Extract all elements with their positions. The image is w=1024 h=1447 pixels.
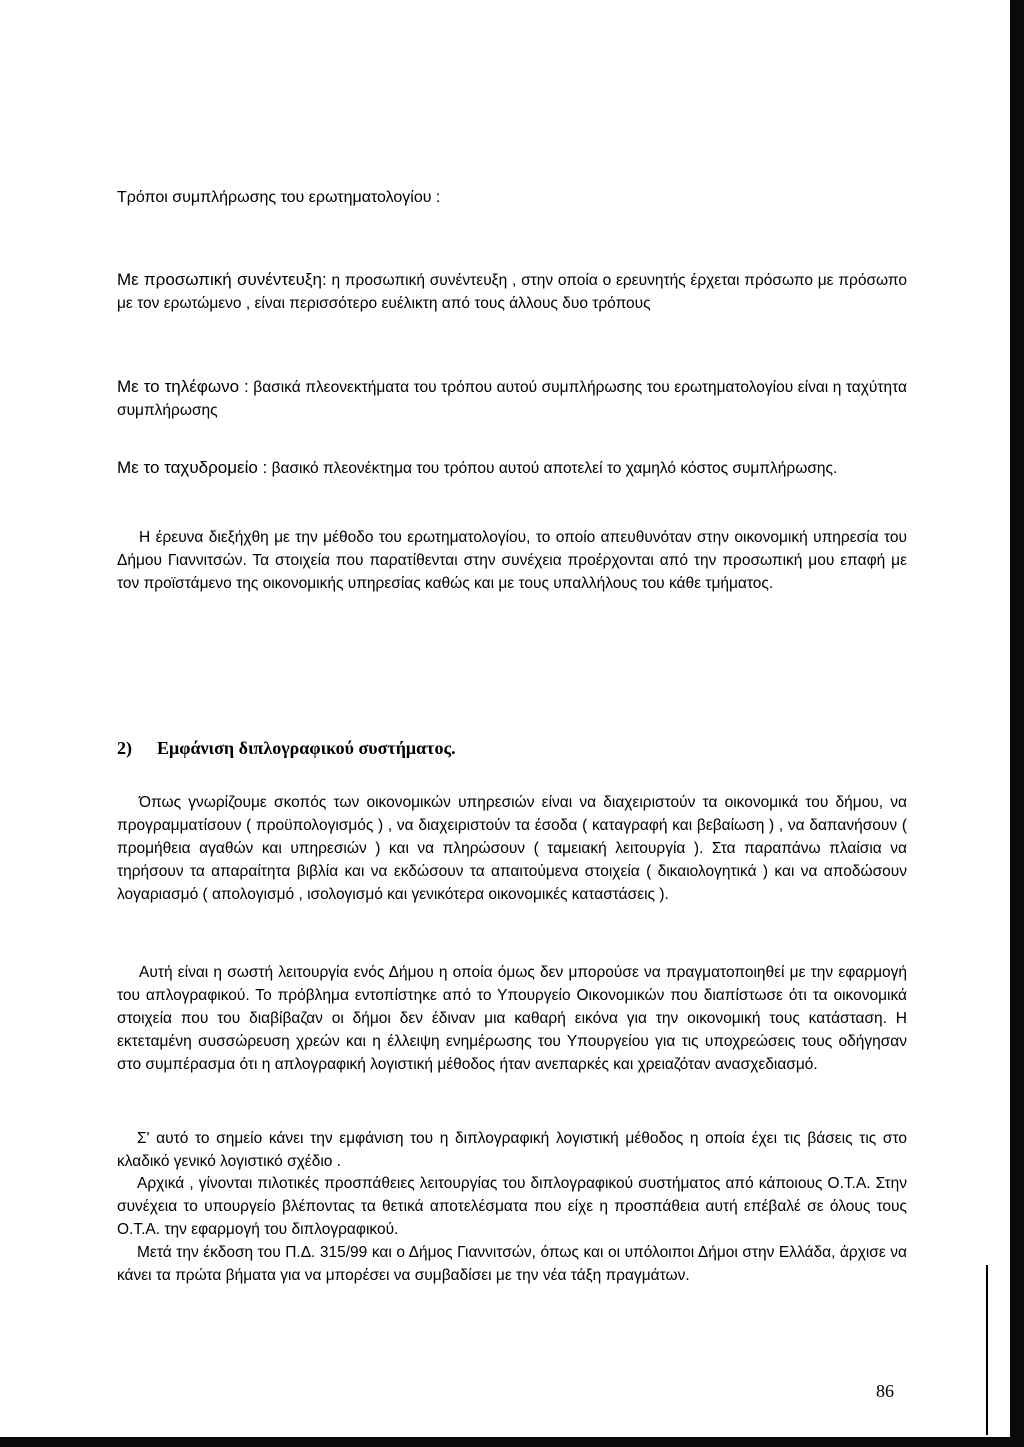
method-post-lead: Με το ταχυδρομείο : xyxy=(117,458,268,477)
research-paragraph: Η έρευνα διεξήχθη με την μέθοδο του ερωτηματολογίου, το οποίο απευθυνόταν στην οικονομική υπηρεσία του Δήμου Γιαννιτσών. Τα στοιχεία που παρατίθενται στην συνέχεια προέρχονται από την προσωπική μου επαφή με τον προϊστάμενο της οικονομικής υπηρεσίας καθώς και με τους υπαλλήλους του κάθε τμήματος. xyxy=(117,529,907,592)
section-title: Εμφάνιση διπλογραφικού συστήματος. xyxy=(157,738,456,758)
method-interview xyxy=(117,268,907,315)
paragraph-purpose: Όπως γνωρίζουμε σκοπός των οικονομικών υπηρεσιών είναι να διαχειριστούν τα οικονομικά του δήμου, να προγραμματίσουν ( προϋπολογισμός ) , να διαχειριστούν τα έσοδα ( καταγραφή και βεβαίωση ) , να δαπανήσουν ( προμήθεια αγαθών και υπηρεσιών ) και να πληρώσουν ( ταμειακή λειτουργία ). Στα παραπάνω πλαίσια να τηρήσουν τα απαραίτητα βιβλία και να εκδώσουν τα απαιτούμενα στοιχεία ( δικαιολογητικά ) και να αποδώσουν λογαριασμό ( απολογισμό , ισολογισμό και γενικότερα οικονομικές καταστάσεις ). xyxy=(117,794,907,903)
scan-edge-bottom xyxy=(0,1437,1024,1447)
paragraph-double-entry: Σ' αυτό το σημείο κάνει την εμφάνιση του η διπλογραφική λογιστική μέθοδος η οποία έχει τις βάσεις τις στο κλαδικό γενικό λογιστικό σχέδιο . xyxy=(117,1130,907,1170)
page-number: 86 xyxy=(876,1381,894,1401)
intro-label: Τρόποι συμπλήρωσης του ερωτηματολογίου : xyxy=(117,189,441,206)
section-heading xyxy=(117,738,907,759)
method-interview-lead: Με προσωπική συνέντευξη: xyxy=(117,270,327,289)
method-phone-lead: Με το τηλέφωνο : xyxy=(117,377,249,396)
paragraph-pilot: Αρχικά , γίνονται πιλοτικές προσπάθειες λειτουργίας του διπλογραφικού συστήματος από κάποιους Ο.Τ.Α. Στην συνέχεια το υπουργείο βλέποντας τα θετικά αποτελέσματα που είχε η προσπάθεια αυτή επέβαλέ σε όλους τους Ο.Τ.Α. την εφαρμογή του διπλογραφικού. xyxy=(117,1175,907,1238)
method-interview-text: η προσωπική συνέντευξη , στην οποία ο ερευνητής έρχεται πρόσωπο με πρόσωπο με τον ερωτώμενο , είναι περισσότερο ευέλικτη από τους άλλους δυο τρόπους xyxy=(117,272,907,312)
section-number: 2) xyxy=(117,738,132,758)
margin-line xyxy=(986,1265,988,1435)
paragraph-problem: Αυτή είναι η σωστή λειτουργία ενός Δήμου η οποία όμως δεν μπορούσε να πραγματοποιηθεί με την εφαρμογή του απλογραφικού. Το πρόβλημα εντοπίστηκε από το Υπουργείο Οικονομικών που διαπίστωσε ότι τα οικονομικά στοιχεία που του διαβίβαζαν οι δήμοι δεν έδιναν μια καθαρή εικόνα για την οικονομική τους κατάσταση. Η εκτεταμένη συσσώρευση χρεών και η έλλειψη ενημέρωσης του Υπουργείου για τις υποχρεώσεις τους οδήγησαν στο συμπέρασμα ότι η απλογραφική λογιστική μέθοδος ήταν ανεπαρκές και χρειαζόταν ανασχεδιασμό. xyxy=(117,964,907,1073)
scan-edge-right xyxy=(1010,0,1024,1447)
paragraph-decree: Μετά την έκδοση του Π.Δ. 315/99 και ο Δήμος Γιαννιτσών, όπως και οι υπόλοιποι Δήμοι στην Ελλάδα, άρχισε να κάνει τα πρώτα βήματα για να μπορέσει να συμβαδίσει με την νέα τάξη πραγμάτων. xyxy=(117,1244,907,1284)
method-phone-text: βασικά πλεονεκτήματα του τρόπου αυτού συμπλήρωσης του ερωτηματολογίου είναι η ταχύτητα συμπλήρωσης xyxy=(117,379,907,419)
method-phone xyxy=(117,375,907,422)
method-post-text: βασικό πλεονέκτημα του τρόπου αυτού αποτελεί το χαμηλό κόστος συμπλήρωσης. xyxy=(267,460,838,477)
method-post xyxy=(117,456,907,480)
